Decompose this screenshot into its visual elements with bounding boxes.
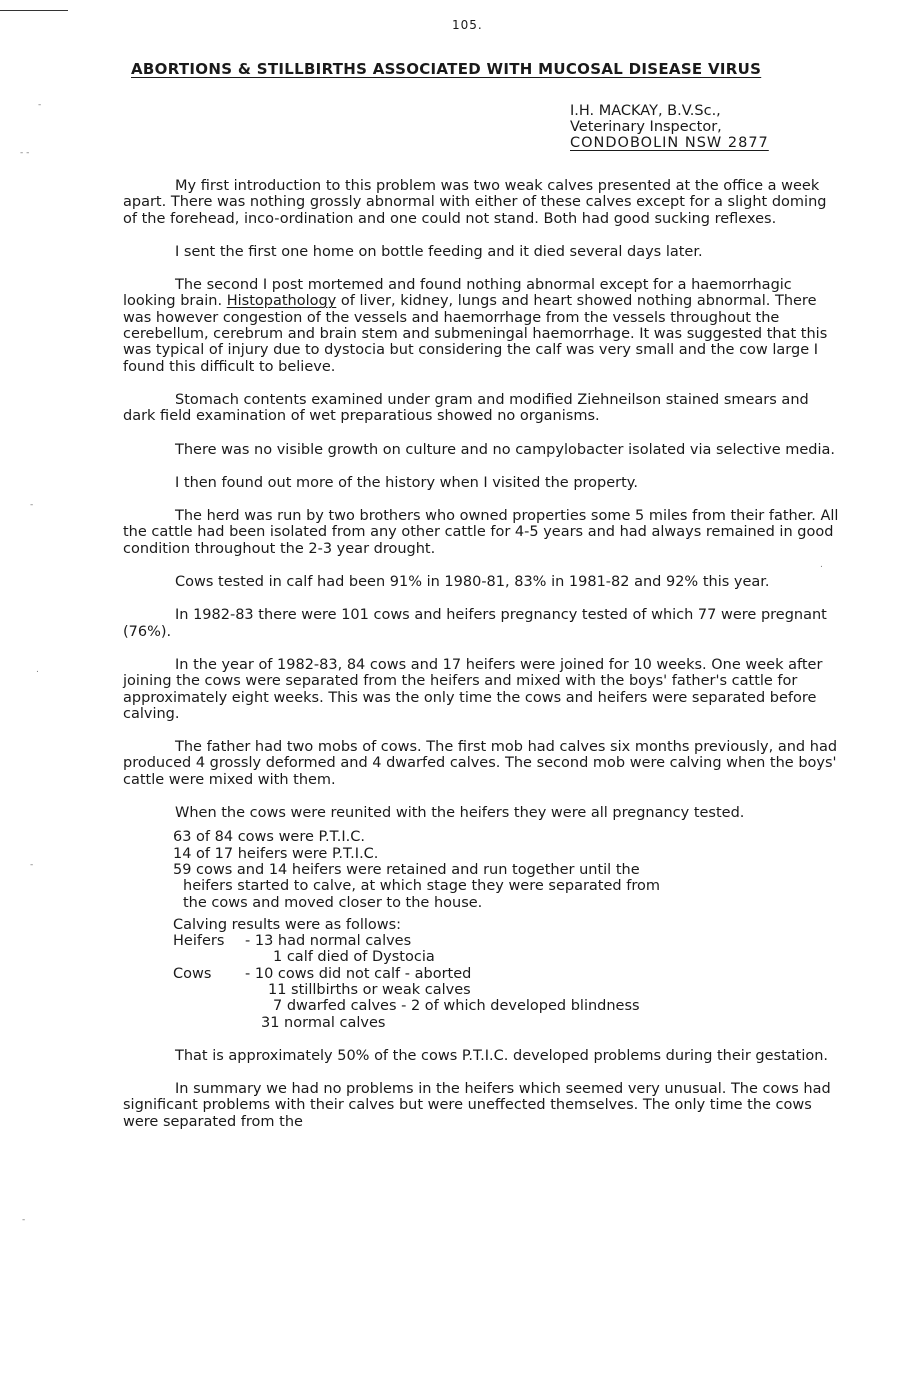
cows-result: - 10 cows did not calf - aborted — [245, 965, 472, 982]
body-text — [123, 178, 843, 1147]
cows-label: Cows — [173, 965, 212, 982]
header-rule — [0, 10, 68, 11]
scan-speck: - - — [20, 148, 30, 158]
results-row — [173, 933, 843, 949]
paragraph-7: The herd was run by two brothers who owned properties some 5 miles from their father. All the cattle had been isolated from any other cattle for 4-5 years and had always remained in good condition throughout the 2-3 year drought. — [123, 508, 839, 557]
paragraph-1: My first introduction to this problem was two weak calves presented at the office a week apart. There was nothing grossly abnormal with either of these calves except for a slight doming of the forehead, inco-ordination and one could not stand. Both had good sucking reflexes. — [123, 178, 827, 227]
heifers-result: - 13 had normal calves — [245, 933, 412, 950]
paragraph-5: There was no visible growth on culture and no campylobacter isolated via selective media. — [175, 441, 835, 458]
scan-speck: . — [36, 665, 39, 675]
pregnancy-test-list — [173, 829, 843, 910]
paragraph-12: When the cows were reunited with the heifers they were all pregnancy tested. — [175, 805, 745, 822]
scan-speck: . — [820, 560, 823, 570]
paragraph-8: Cows tested in calf had been 91% in 1980-81, 83% in 1981-82 and 92% this year. — [175, 574, 770, 591]
heifers-result: 1 calf died of Dystocia — [273, 949, 435, 966]
author-name: I.H. MACKAY, B.V.Sc., — [570, 103, 721, 119]
scan-speck: - — [38, 100, 42, 110]
paragraph-9: In 1982-83 there were 101 cows and heifers pregnancy tested of which 77 were pregnant (76%). — [123, 607, 827, 640]
list-item-continuation: the cows and moved closer to the house. — [183, 894, 483, 911]
cows-result: 7 dwarfed calves - 2 of which developed blindness — [273, 998, 640, 1015]
paragraph-4: Stomach contents examined under gram and modified Ziehneilson stained smears and dark field examination of wet preparatious showed no organisms. — [123, 391, 809, 425]
calving-heading: Calving results were as follows: — [173, 916, 402, 933]
scan-speck: - — [30, 500, 34, 510]
histopathology-term: Histopathology — [226, 293, 337, 310]
paragraph-13: That is approximately 50% of the cows P.T.I.C. developed problems during their gestation. — [175, 1047, 829, 1064]
paragraph-3 — [123, 277, 843, 375]
paragraph-3-start: The second I post mortemed and found nothing abnormal except for a haemorrhagic looking brain. — [123, 277, 792, 310]
author-block — [570, 103, 769, 151]
paragraph-11: The father had two mobs of cows. The first mob had calves six months previously, and had produced 4 grossly deformed and 4 dwarfed calves. The second mob were calving when the boys' cattle were mixed with them. — [123, 739, 838, 788]
scan-speck: - — [22, 1215, 26, 1225]
cows-result: 11 stillbirths or weak calves — [268, 981, 471, 998]
list-item: 59 cows and 14 heifers were retained and run together until the — [173, 861, 640, 878]
calving-results — [173, 917, 843, 1031]
author-location: CONDOBOLIN NSW 2877 — [570, 135, 769, 151]
document-title: ABORTIONS & STILLBIRTHS ASSOCIATED WITH MUCOSAL DISEASE VIRUS — [131, 60, 762, 78]
paragraph-14: In summary we had no problems in the heifers which seemed very unusual. The cows had significant problems with their calves but were uneffected themselves. The only time the cows were separated from the — [123, 1081, 831, 1130]
heifers-label: Heifers — [173, 933, 225, 950]
paragraph-6: I then found out more of the history when I visited the property. — [175, 474, 638, 491]
author-position: Veterinary Inspector, — [570, 119, 722, 135]
paragraph-10: In the year of 1982-83, 84 cows and 17 heifers were joined for 10 weeks. One week after joining the cows were separated from the heifers and mixed with the boys' father's cattle for approximately eight weeks. This was the only time the cows and heifers were separated before calving. — [123, 656, 823, 722]
scan-speck: - — [30, 860, 34, 870]
paragraph-3-end: of liver, kidney, lungs and heart showed nothing abnormal. There was however congestion of the vessels and haemorrhage from the vessels throughout the cerebellum, cerebrum and brain stem and submeningal haemorrhage. It was suggested that this was typical of injury due to dystocia but considering the calf was very small and the cow large I found this difficult to believe. — [123, 293, 828, 375]
cows-result: 31 normal calves — [261, 1014, 386, 1031]
results-row — [173, 966, 843, 982]
list-item-continuation: heifers started to calve, at which stage they were separated from — [183, 878, 660, 895]
page-number: 105. — [452, 18, 483, 32]
paragraph-2: I sent the first one home on bottle feeding and it died several days later. — [175, 243, 703, 260]
list-item: 14 of 17 heifers were P.T.I.C. — [173, 845, 379, 862]
list-item: 63 of 84 cows were P.T.I.C. — [173, 829, 365, 846]
